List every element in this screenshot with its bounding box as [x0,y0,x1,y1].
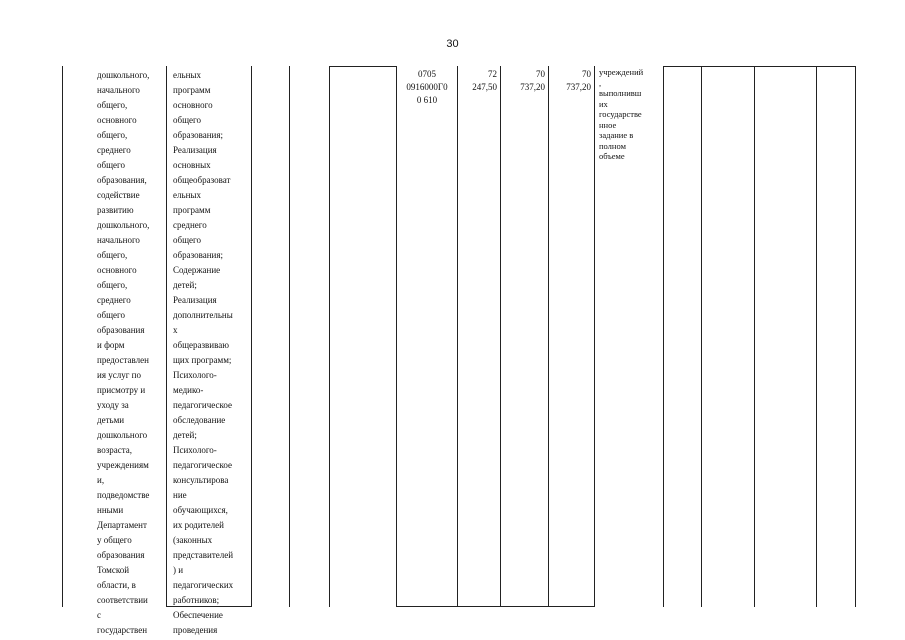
table-line [500,66,501,607]
table-line [754,66,755,607]
table-line [457,66,458,607]
task-cell: дошкольного, начального общего, основного общего, среднего общего образования, содействие развитию дошкольного, начального общего, основного общего, среднего общего образования и форм предоставлен ия услуг по присмотру и уходу за детьми дошкольного возраста, учреждениям и, подведомстве нными Департамент у общего образования Томской области, в соответствии с государствен [97,70,150,635]
table-line [289,66,290,607]
table-line [594,66,595,607]
table-line [329,66,396,67]
page-number: 30 [446,38,459,50]
table-line [62,66,63,607]
table-line [329,66,330,607]
amount-cell-3: 70 737,20 [566,69,591,92]
table-line [855,66,856,607]
amount-cell-1: 72 247,50 [472,69,497,92]
table-line [663,66,855,67]
table-line [251,66,252,607]
budget-code-cell: 0705 0916000Г0 0 610 [406,69,448,105]
indicator-cell: учреждений , выполнивш их государстве нное задание в полном объеме [599,67,644,161]
table-line [816,66,817,607]
table-line [548,66,549,607]
table-line [396,606,594,607]
table-line [663,66,664,607]
amount-cell-2: 70 737,20 [520,69,545,92]
event-cell: ельных программ основного общего образования; Реализация основных общеобразоват ельных программ среднего общего образования; Содержание детей; Реализация дополнительны х общеразвиваю щих программ; Психолого- медико- педагогическое обследование детей; Психолого- педагогическое консультирова ние обучающихся, их родителей (законных представителей ) и педагогических работников; Обеспечение проведения [173,70,234,635]
table-line [396,66,397,607]
table-line [701,66,702,607]
